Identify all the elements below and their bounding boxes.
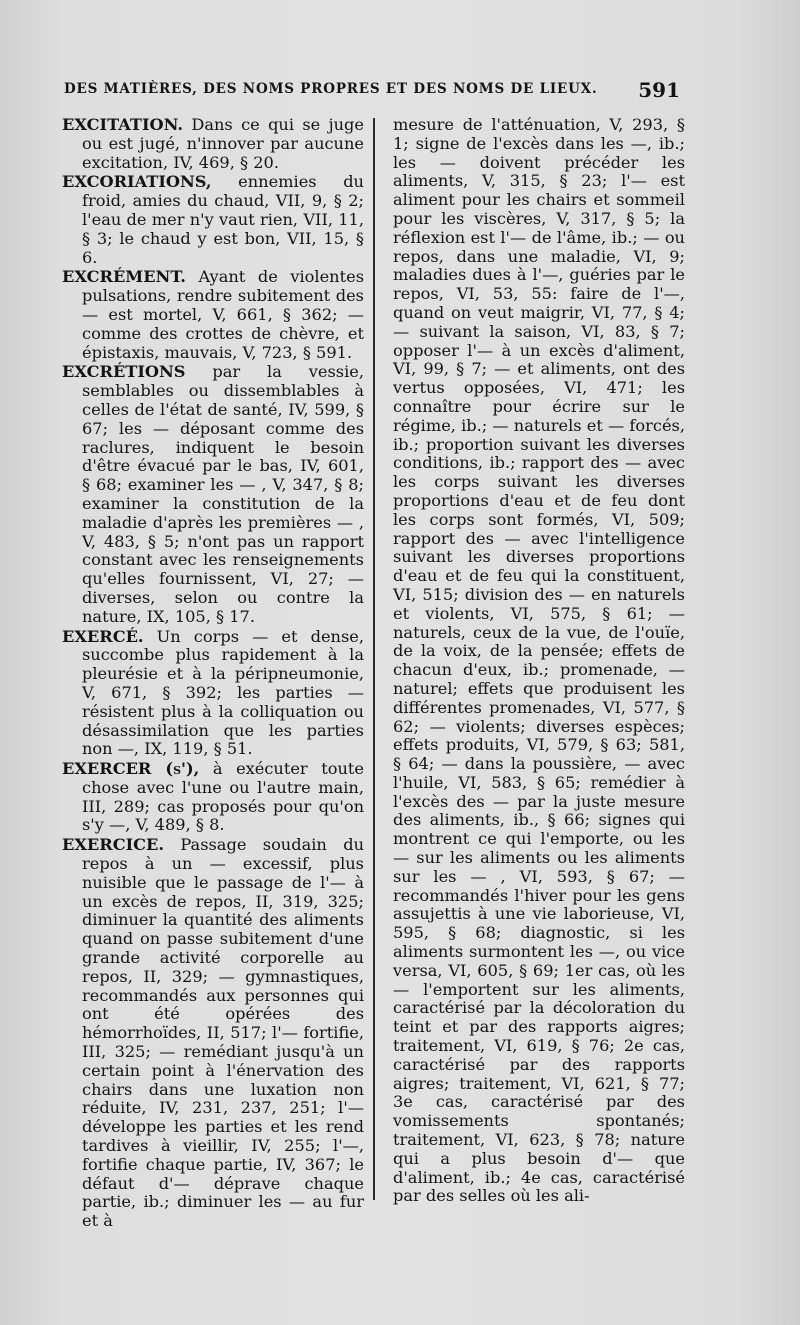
entry-text: à exécuter toute chose avec l'une ou l'autre main, III, 289; cas proposés pour qu'on s'y —, V, 489, § 8. (82, 759, 364, 835)
entry-headword: EXCRÉMENT. (62, 267, 186, 287)
entry-continuation: mesure de l'atténuation, V, 293, § 1; signe de l'excès dans les —, ib.; les — doivent précéder les aliments, V, 315, § 23; l'— est aliment pour les chairs et sommeil pour les viscères, V, 317, § 5; la réflexion est l'— de l'âme, ib.; — ou repos, dans une maladie, VI, 9; maladies dues à l'—, guéries par le repos, VI, 53, 55: faire de l'—, quand on veut maigrir, VI, 77, § 4; — suivant la saison, VI, 83, § 7; opposer l'— à un excès d'aliment, VI, 99, § 7; — et aliments, ont des vertus opposées, VI, 471; les connaître pour écrire sur le régime, ib.; — naturels et — forcés, ib.; proportion suivant les diverses conditions, ib.; rapport des — avec les corps suivant les diverses proportions d'eau et de feu dont les corps sont formés, VI, 509; rapport des — avec l'intelligence suivant les diverses proportions d'eau et de feu qui la constituent, VI, 515; division des — en naturels et violents, VI, 575, § 61; — naturels, ceux de la vue, de l'ouïe, de la voix, de la pensée; effets de chacun d'eux, ib.; promenade, — naturel; effets que produisent les différentes promenades, VI, 577, § 62; — violents; diverses espèces; effets produits, VI, 579, § 63; 581, § 64; — dans la poussière, — avec l'huile, VI, 583, § 65; remédier à l'excès des — par la juste mesure des aliments, ib., § 66; signes qui montrent ce qui l'emporte, ou les — sur les aliments ou les aliments sur les — , VI, 593, § 67; — recommandés l'hiver pour les gens assujettis à une vie laborieuse, VI, 595, § 68; diagnostic, si les aliments surmontent les —, ou vice versa, VI, 605, § 69; 1er cas, où les — l'emportent sur les aliments, caractérisé par la décoloration du teint et par des rapports aigres; traitement, VI, 619, § 76; 2e cas, caractérisé par des rapports aigres; traitement, VI, 621, § 77; 3e cas, caractérisé par des vomissements spontanés; traitement, VI, 623, § 78; nature qui a plus besoin d'— que d'aliment, ib.; 4e cas, caractérisé par des selles où les ali- (393, 115, 685, 1206)
index-entry (62, 628, 364, 760)
entry-text: Passage soudain du repos à un — excessif, plus nuisible que le passage de l'— à un excès de repos, II, 319, 325; diminuer la quantité des aliments quand on passe subitement d'une grande activité corporelle au repos, II, 329; — gymnastiques, recommandés aux personnes qui ont été opérées des hémorrhoïdes, II, 517; l'— fortifie, III, 325; — remédiant jusqu'à un certain point à l'énervation des chairs dans une luxation non réduite, IV, 231, 237, 251; l'— développe les parties et les rend tardives à vieillir, IV, 255; l'—, fortifie chaque partie, IV, 367; le défaut d'— déprave chaque partie, ib.; diminuer les — au fur et à (82, 835, 364, 1231)
entry-headword: EXERCÉ. (62, 626, 144, 646)
index-entry (62, 836, 364, 1231)
page-number: 591 (638, 78, 680, 102)
index-entry (62, 173, 364, 267)
left-column (62, 116, 364, 1232)
running-title: DES MATIÈRES, DES NOMS PROPRES ET DES NOMS DE LIEUX. (64, 81, 598, 97)
index-entry (62, 760, 364, 835)
entry-headword: EXCRÉTIONS (62, 362, 186, 382)
index-entry (62, 268, 364, 362)
entry-text: Ayant de violentes pulsations, rendre subitement des — est mortel, V, 661, § 362; — comme des crottes de chèvre, et épistaxis, mauvais, V, 723, § 591. (82, 267, 364, 362)
entry-headword: EXERCICE. (62, 835, 165, 855)
index-entry (62, 363, 364, 626)
entry-text: Dans ce qui se juge ou est jugé, n'innover par aucune excitation, IV, 469, § 20. (82, 115, 364, 172)
right-column (393, 116, 685, 1206)
page-header (64, 78, 684, 102)
entry-text: Un corps — et dense, succombe plus rapidement à la pleurésie et à la péripneumonie, V, 671, § 392; les parties — résistent plus à la colliquation ou désassimilation que les parties non —, IX, 119, § 51. (82, 626, 364, 759)
index-entry (62, 116, 364, 172)
entry-headword: EXERCER (s'), (62, 759, 200, 779)
entry-headword: EXCORIATIONS, (62, 172, 212, 192)
entry-headword: EXCITATION. (62, 115, 184, 134)
entry-text: ennemies du froid, amies du chaud, VII, 9, § 2; l'eau de mer n'y vaut rien, VII, 11, § 3; le chaud y est bon, VII, 15, § 6. (82, 172, 364, 267)
entry-text: par la vessie, semblables ou dissemblables à celles de l'état de santé, IV, 599, § 67; les — déposant comme des raclures, indiquent le besoin d'être évacué par le bas, IV, 601, § 68; examiner les — , V, 347, § 8; examiner la constitution de la maladie d'après les premières — , V, 483, § 5; n'ont pas un rapport constant avec les renseignements qu'elles fournissent, VI, 27; — diverses, selon ou contre la nature, IX, 105, § 17. (82, 362, 364, 626)
column-divider (373, 118, 375, 1200)
